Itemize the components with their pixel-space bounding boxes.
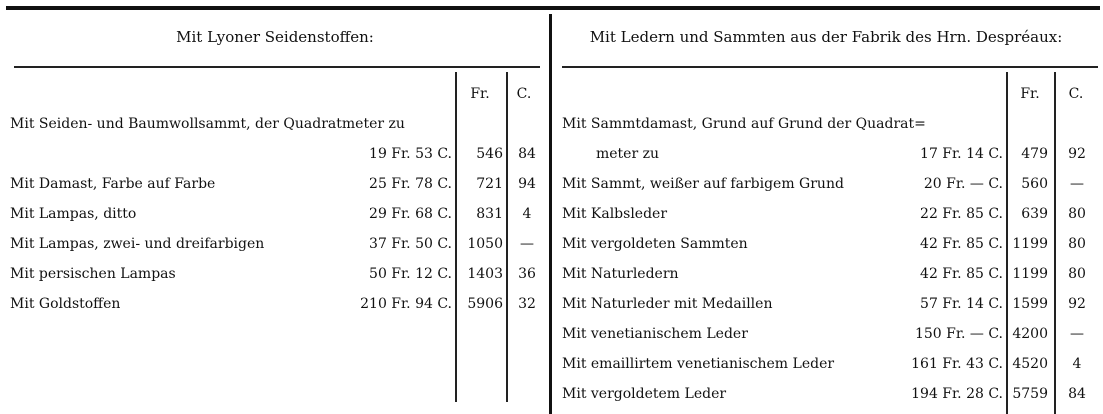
row-label: Mit persischen Lampas <box>10 266 176 282</box>
row-amount: 57 Fr. 14 C. <box>920 296 1003 312</box>
left-col-fr-header: Fr. <box>470 86 490 102</box>
row-centimes: 92 <box>1068 146 1086 162</box>
row-label: Mit emaillirtem venetianischem Leder <box>562 356 835 372</box>
row-francs: 831 <box>476 206 503 222</box>
row-label: Mit Lampas, ditto <box>10 206 137 222</box>
row-francs: 1199 <box>1012 266 1048 282</box>
right-col-rule-2 <box>1054 72 1056 414</box>
left-heading: Mit Lyoner Seidenstoffen: <box>176 28 374 46</box>
row-amount: 150 Fr. — C. <box>914 326 1003 342</box>
left-col-rule-2 <box>506 72 508 402</box>
row-amount: 42 Fr. 85 C. <box>920 266 1003 282</box>
row-amount: 42 Fr. 85 C. <box>920 236 1003 252</box>
top-rule <box>6 6 1100 10</box>
row-amount: 22 Fr. 85 C. <box>920 206 1003 222</box>
row-amount: 29 Fr. 68 C. <box>369 206 452 222</box>
row-francs: 1403 <box>467 266 503 282</box>
row-amount: 50 Fr. 12 C. <box>369 266 452 282</box>
row-amount: 19 Fr. 53 C. <box>369 146 452 162</box>
left-col-c-header: C. <box>516 86 532 102</box>
row-francs: 5906 <box>467 296 503 312</box>
right-col-c-header: C. <box>1068 86 1084 102</box>
row-amount: 210 Fr. 94 C. <box>360 296 452 312</box>
row-centimes: 94 <box>518 176 536 192</box>
row-centimes: 84 <box>518 146 536 162</box>
row-amount: 17 Fr. 14 C. <box>920 146 1003 162</box>
row-centimes: 80 <box>1068 206 1086 222</box>
row-amount: 20 Fr. — C. <box>923 176 1003 192</box>
row-francs: 560 <box>1021 176 1048 192</box>
row-label: Mit vergoldeten Sammten <box>562 236 748 252</box>
row-label: Mit Naturledern <box>562 266 679 282</box>
row-amount: 194 Fr. 28 C. <box>911 386 1003 402</box>
row-label: Mit Lampas, zwei- und dreifarbigen <box>10 236 265 252</box>
row-label: Mit venetianischem Leder <box>562 326 748 342</box>
row-francs: 1199 <box>1012 236 1048 252</box>
row-francs: 721 <box>476 176 503 192</box>
row-centimes: 32 <box>518 296 536 312</box>
row-label: Mit Seiden- und Baumwollsammt, der Quadratmeter zu <box>10 116 405 132</box>
row-centimes: 4 <box>1072 356 1082 372</box>
row-label: Mit Goldstoffen <box>10 296 121 312</box>
row-francs: 5759 <box>1012 386 1048 402</box>
row-francs: 479 <box>1021 146 1048 162</box>
left-col-rule-1 <box>455 72 457 402</box>
row-amount: 161 Fr. 43 C. <box>911 356 1003 372</box>
right-col-fr-header: Fr. <box>1020 86 1040 102</box>
row-label: Mit Naturleder mit Medaillen <box>562 296 773 312</box>
row-label: Mit vergoldetem Leder <box>562 386 727 402</box>
row-centimes: 80 <box>1068 266 1086 282</box>
row-amount: 25 Fr. 78 C. <box>369 176 452 192</box>
row-francs: 546 <box>476 146 503 162</box>
row-label: Mit Kalbsleder <box>562 206 668 222</box>
row-amount: 37 Fr. 50 C. <box>369 236 452 252</box>
right-heading: Mit Ledern und Sammten aus der Fabrik des Hrn. Despréaux: <box>589 28 1063 46</box>
row-centimes: — <box>520 236 534 252</box>
row-francs: 1599 <box>1012 296 1048 312</box>
right-col-rule-1 <box>1006 72 1008 414</box>
center-divider <box>549 14 552 414</box>
row-centimes: 4 <box>522 206 532 222</box>
row-label: Mit Sammt, weißer auf farbigem Grund <box>562 176 844 192</box>
row-francs: 639 <box>1021 206 1048 222</box>
row-francs: 4200 <box>1012 326 1048 342</box>
row-label: meter zu <box>596 146 660 162</box>
row-centimes: 36 <box>518 266 536 282</box>
row-francs: 1050 <box>467 236 503 252</box>
right-heading-rule <box>562 66 1098 68</box>
left-heading-rule <box>14 66 540 68</box>
row-centimes: — <box>1070 326 1084 342</box>
row-label: Mit Damast, Farbe auf Farbe <box>10 176 216 192</box>
row-francs: 4520 <box>1012 356 1048 372</box>
row-centimes: 84 <box>1068 386 1086 402</box>
row-centimes: 80 <box>1068 236 1086 252</box>
row-centimes: 92 <box>1068 296 1086 312</box>
row-label: Mit Sammtdamast, Grund auf Grund der Quadrat= <box>562 116 926 132</box>
row-centimes: — <box>1070 176 1084 192</box>
